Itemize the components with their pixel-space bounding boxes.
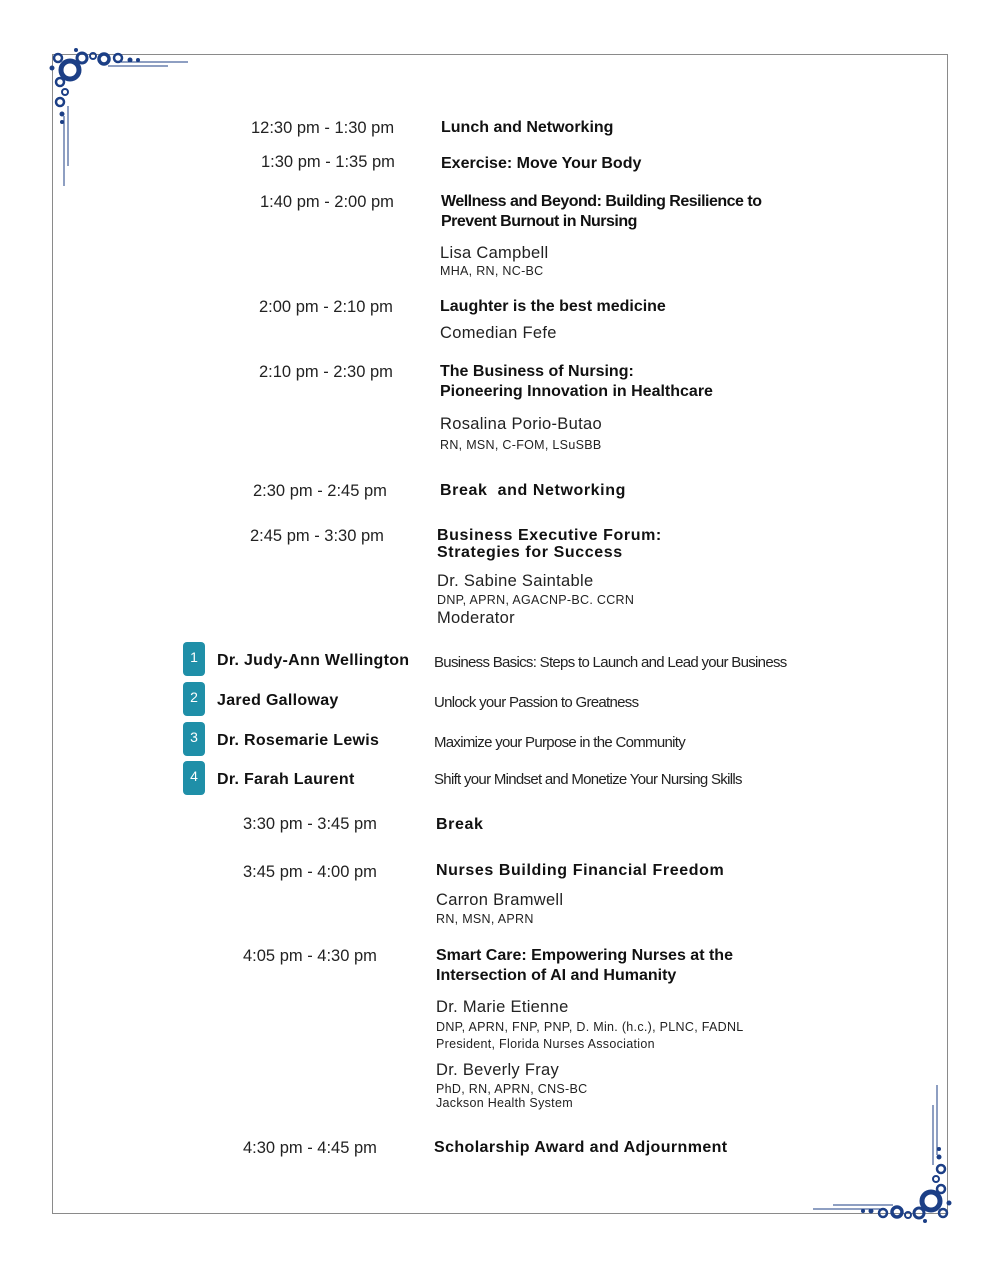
speaker-name: Carron Bramwell [436,891,564,909]
session-time: 4:30 pm - 4:45 pm [243,1139,377,1157]
speaker-credentials: RN, MSN, C-FOM, LSuSBB [440,438,602,452]
session-title: The Business of Nursing: [440,363,634,380]
session-time: 2:00 pm - 2:10 pm [259,298,393,316]
speaker-name: Dr. Sabine Saintable [437,572,594,590]
session-title: Lunch and Networking [441,119,614,136]
session-time: 3:30 pm - 3:45 pm [243,815,377,833]
circle-ornament-icon [879,1165,947,1218]
session-title: Wellness and Beyond: Building Resilience to [441,193,762,210]
session-time: 4:05 pm - 4:30 pm [243,947,377,965]
panelist-name: Dr. Farah Laurent [217,771,355,788]
session-title: Intersection of AI and Humanity [436,967,677,984]
speaker-affiliation: President, Florida Nurses Association [436,1037,655,1051]
session-time: 1:40 pm - 2:00 pm [260,193,394,211]
session-title: Break [436,816,484,833]
speaker-name: Dr. Beverly Fray [436,1061,560,1079]
speaker-name: Rosalina Porio-Butao [440,415,602,433]
session-time: 2:45 pm - 3:30 pm [250,527,384,545]
speaker-credentials: DNP, APRN, FNP, PNP, D. Min. (h.c.), PLNC, FADNL [436,1020,744,1034]
corner-ornament-bottom-right [808,1080,953,1225]
session-time: 3:45 pm - 4:00 pm [243,863,377,881]
session-time: 12:30 pm - 1:30 pm [251,119,395,137]
speaker-role: Moderator [437,609,515,627]
speaker-credentials: DNP, APRN, AGACNP-BC. CCRN [437,593,635,607]
panelist-topic: Maximize your Purpose in the Community [434,734,686,751]
session-title: Prevent Burnout in Nursing [441,213,637,230]
corner-ornament-top-left [48,46,193,191]
panelist-name: Dr. Judy-Ann Wellington [217,652,410,669]
session-title: Scholarship Award and Adjournment [434,1139,728,1156]
session-title: Strategies for Success [437,544,623,561]
panelist-topic: Unlock your Passion to Greatness [434,694,639,711]
panelist-topic: Business Basics: Steps to Launch and Lead your Business [434,654,787,671]
session-title: Laughter is the best medicine [440,298,666,315]
session-time: 2:10 pm - 2:30 pm [259,363,393,381]
panelist-name: Jared Galloway [217,692,339,709]
speaker-affiliation: Jackson Health System [436,1096,573,1110]
panelist-topic: Shift your Mindset and Monetize Your Nursing Skills [434,771,742,788]
speaker-credentials: MHA, RN, NC-BC [440,264,544,278]
speaker-name: Comedian Fefe [440,324,557,342]
panelist-name: Dr. Rosemarie Lewis [217,732,380,749]
circle-ornament-icon [54,53,122,106]
speaker-name: Lisa Campbell [440,244,549,262]
session-time: 1:30 pm - 1:35 pm [261,153,395,171]
session-title: Exercise: Move Your Body [441,155,642,172]
session-title: Pioneering Innovation in Healthcare [440,383,713,400]
session-title: Smart Care: Empowering Nurses at the [436,947,733,964]
panelist-number-badge: 2 [183,682,205,716]
session-title: Break and Networking [440,482,626,499]
session-title: Business Executive Forum: [437,527,662,544]
session-time: 2:30 pm - 2:45 pm [253,482,387,500]
speaker-credentials: PhD, RN, APRN, CNS-BC [436,1082,588,1096]
panelist-number-badge: 1 [183,642,205,676]
panelist-number-badge: 3 [183,722,205,756]
speaker-name: Dr. Marie Etienne [436,998,569,1016]
speaker-credentials: RN, MSN, APRN [436,912,534,926]
session-title: Nurses Building Financial Freedom [436,862,725,879]
panelist-number-badge: 4 [183,761,205,795]
